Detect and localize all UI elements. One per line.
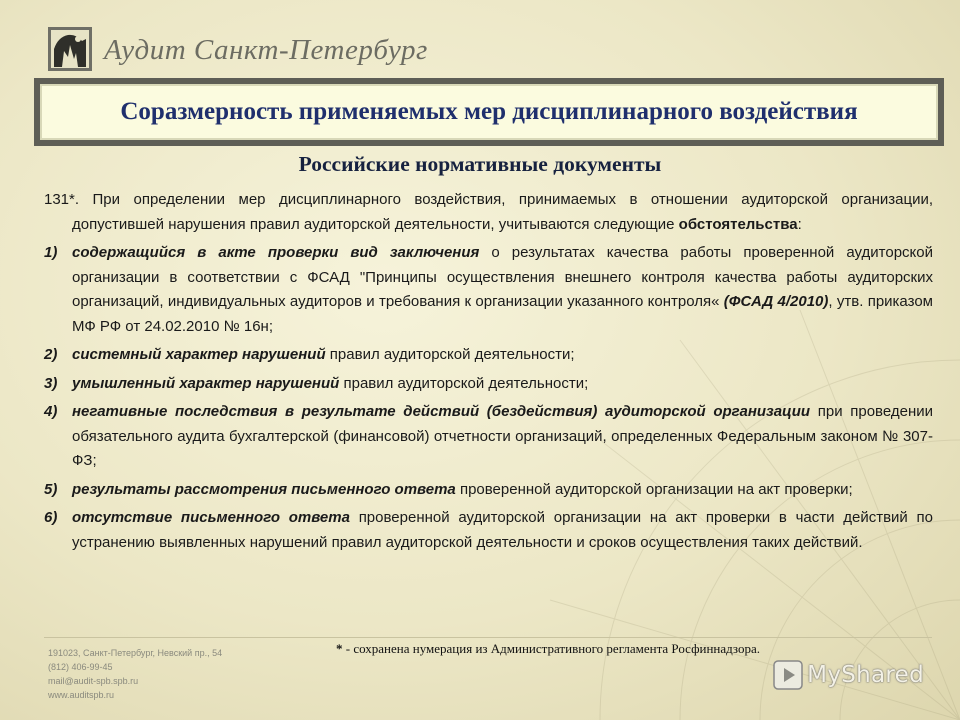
intro-paragraph <box>44 188 933 237</box>
item-emphasis: системный характер нарушений <box>72 346 326 363</box>
item-text: правил аудиторской деятельности; <box>325 346 575 363</box>
list-item <box>44 241 933 339</box>
item-text: при проведении обязательного аудита бухгалтерской (финансовой) отчетности организаций, определенных Федеральным законом № 307-ФЗ; <box>72 403 933 469</box>
myshared-watermark <box>773 660 924 690</box>
item-number: 1) <box>44 244 58 261</box>
item-emphasis: отсутствие письменного ответа <box>72 509 350 526</box>
item-number: 6) <box>44 509 58 526</box>
contact-address <box>48 646 222 702</box>
myshared-label: MyShared <box>807 662 924 688</box>
item-emphasis: негативные последствия в результате действий (бездействия) аудиторской организации <box>72 403 811 420</box>
item-number: 4) <box>44 403 58 420</box>
intro-tail: : <box>797 215 802 233</box>
phone-line: (812) 406-99-45 <box>48 662 113 672</box>
section-subtitle: Российские нормативные документы <box>298 152 662 176</box>
item-emphasis: содержащийся в акте проверки вид заключения <box>72 244 480 261</box>
play-icon <box>773 660 803 690</box>
footnote-marker: * <box>336 641 343 656</box>
item-text-2: , утв. приказом МФ РФ от 24.02.2010 № 16н; <box>72 293 933 335</box>
email-line: mail@audit-spb.spb.ru <box>48 676 139 686</box>
website-line: www.auditspb.ru <box>48 690 115 700</box>
intro-emphasis: обстоятельства <box>678 215 798 233</box>
list-item <box>44 372 933 397</box>
item-text: о результатах качества работы проверенной аудиторской организации в соответствии с ФСАД "Принципы осуществления внешнего контроля качества работы аудиторских организаций, индивидуальных аудиторов и требования к организации указанного контроля« <box>72 244 933 310</box>
title-banner <box>34 78 944 146</box>
item-number: 5) <box>44 480 58 498</box>
address-line: 191023, Санкт-Петербург, Невский пр., 54 <box>48 648 223 658</box>
item-text: правил аудиторской деятельности; <box>339 374 589 392</box>
footnote-text: - сохранена нумерация из Административного регламента Росфиннадзора. <box>342 641 761 656</box>
content-body <box>44 188 933 559</box>
intro-lead: 131*. При определении мер дисциплинарного воздействия, принимаемых в отношении аудиторской организации, допустившей нарушения правил аудиторской деятельности, учитываются следующие <box>44 191 933 233</box>
list-item <box>44 400 933 474</box>
brand-name: Аудит Санкт-Петербург <box>104 34 428 66</box>
list-item <box>44 343 933 368</box>
footnote <box>336 641 896 657</box>
item-emphasis: умышленный характер нарушений <box>72 374 340 392</box>
item-emphasis: результаты рассмотрения письменного ответа <box>72 480 456 498</box>
list-item <box>44 506 933 555</box>
page-title: Соразмерность применяемых мер дисциплинарного воздействия <box>120 98 858 125</box>
item-number: 3) <box>44 374 58 392</box>
footnote-divider <box>44 637 932 638</box>
item-number: 2) <box>44 346 58 363</box>
item-text: проверенной аудиторской организации на акт проверки; <box>455 480 853 498</box>
item-text: проверенной аудиторской организации на акт проверки в части действий по устранению выявленных нарушений правил аудиторской деятельности и сроков осуществления таких действий. <box>72 509 933 551</box>
company-logo-icon <box>48 27 92 71</box>
list-item <box>44 478 933 503</box>
item-emphasis-2: (ФСАД 4/2010) <box>723 293 829 310</box>
